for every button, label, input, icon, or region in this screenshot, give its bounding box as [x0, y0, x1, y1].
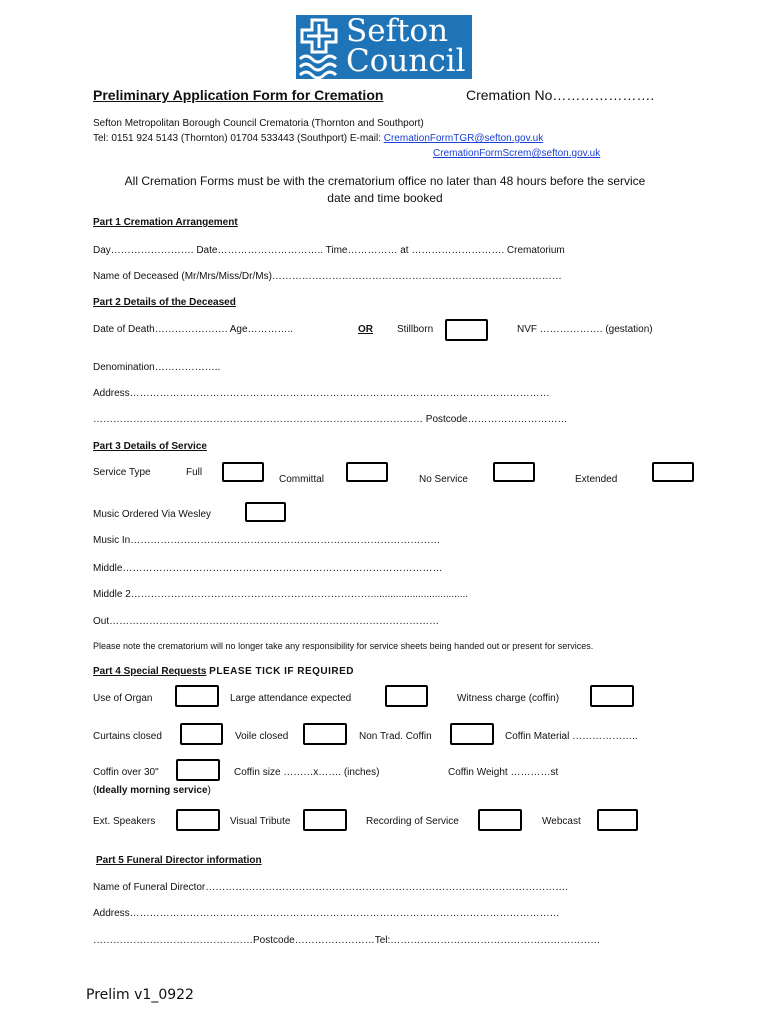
ext-speakers-label: Ext. Speakers	[93, 816, 156, 827]
day-date-time-line[interactable]: Day……………………. Date………………………….. Time…………… at ………………………. Crematorium	[93, 245, 565, 256]
non-trad-coffin-checkbox[interactable]	[450, 723, 494, 745]
recording-label: Recording of Service	[366, 816, 459, 827]
contact-line	[93, 133, 543, 144]
ideally-morning-service: Ideally morning service	[96, 785, 208, 796]
part4-heading: Part 4 Special Requests	[93, 666, 207, 677]
large-attendance-checkbox[interactable]	[385, 685, 428, 707]
date-of-death-age[interactable]: Date of Death…………………. Age…………..	[93, 324, 294, 335]
use-of-organ-label: Use of Organ	[93, 693, 153, 704]
paren-open: (	[93, 785, 97, 796]
music-wesley-checkbox[interactable]	[245, 502, 286, 522]
committal-label: Committal	[279, 474, 325, 485]
curtains-closed-label: Curtains closed	[93, 731, 162, 742]
extended-checkbox[interactable]	[652, 462, 694, 482]
coffin-over-30-label: Coffin over 30"	[93, 767, 159, 778]
ext-speakers-checkbox[interactable]	[176, 809, 220, 831]
logo-text-council: Council	[346, 43, 466, 79]
paren-close: )	[207, 785, 211, 796]
music-wesley-label: Music Ordered Via Wesley	[93, 509, 212, 520]
or-label: OR	[358, 324, 373, 335]
recording-checkbox[interactable]	[478, 809, 522, 831]
stillborn-label: Stillborn	[397, 324, 434, 335]
music-middle-2-line[interactable]: Middle 2………………………………………………………………...................................	[93, 589, 469, 600]
use-of-organ-checkbox[interactable]	[175, 685, 219, 707]
witness-charge-checkbox[interactable]	[590, 685, 634, 707]
notice-line-1: All Cremation Forms must be with the crematorium office no later than 48 hours before the service	[124, 174, 646, 188]
funeral-director-name-line[interactable]: Name of Funeral Director……………………………………………………………………………………………….	[93, 882, 569, 893]
visual-tribute-checkbox[interactable]	[303, 809, 347, 831]
coffin-over-30-checkbox[interactable]	[176, 759, 220, 781]
stillborn-checkbox[interactable]	[445, 319, 488, 341]
part3-heading: Part 3 Details of Service	[93, 441, 207, 452]
form-title: Preliminary Application Form for Cremation	[93, 87, 384, 103]
committal-checkbox[interactable]	[346, 462, 388, 482]
witness-charge-label: Witness charge (coffin)	[457, 693, 560, 704]
notice-line-2: date and time booked	[327, 191, 443, 205]
address-postcode-line[interactable]: ……………………………………………………………………………………… Postcode…………………………	[93, 414, 568, 425]
extended-label: Extended	[575, 474, 618, 485]
deceased-name-line[interactable]: Name of Deceased (Mr/Mrs/Miss/Dr/Ms)……………………………………………………………………………	[93, 271, 562, 282]
service-type-label: Service Type	[93, 467, 151, 478]
visual-tribute-label: Visual Tribute	[230, 816, 291, 827]
full-label: Full	[186, 467, 203, 478]
funeral-director-address-line[interactable]: Address…………………………………………………………………………………………………………………	[93, 908, 560, 919]
sefton-council-logo	[296, 15, 472, 79]
full-checkbox[interactable]	[222, 462, 264, 482]
webcast-label: Webcast	[542, 816, 581, 827]
email-line-2	[433, 148, 600, 159]
org-line: Sefton Metropolitan Borough Council Crematoria (Thornton and Southport)	[93, 118, 424, 129]
funeral-director-postcode-tel-line[interactable]: …………………………………………Postcode……………………Tel:………………………………………………………	[93, 935, 601, 946]
music-in-line[interactable]: Music In…………………………………………………………………………………	[93, 535, 441, 546]
large-attendance-label: Large attendance expected	[230, 693, 352, 704]
voile-closed-label: Voile closed	[235, 731, 289, 742]
webcast-checkbox[interactable]	[597, 809, 638, 831]
part2-heading: Part 2 Details of the Deceased	[93, 297, 236, 308]
ideally-morning-note	[93, 785, 211, 796]
music-out-line[interactable]: Out………………………………………………………………………………………	[93, 616, 440, 627]
part4-heading-row	[93, 666, 354, 677]
non-trad-coffin-label: Non Trad. Coffin	[359, 731, 432, 742]
voile-closed-checkbox[interactable]	[303, 723, 347, 745]
part1-heading: Part 1 Cremation Arrangement	[93, 217, 238, 228]
service-sheets-note: Please note the crematorium will no longer take any responsibility for service sheets being handed out or present for services.	[93, 641, 594, 651]
contact-prefix: Tel: 0151 924 5143 (Thornton) 01704 533443 (Southport) E-mail:	[93, 133, 384, 144]
coffin-size-line[interactable]: Coffin size ………x……. (inches)	[234, 767, 380, 778]
music-middle-line[interactable]: Middle……………………………………………………………………………………	[93, 563, 443, 574]
no-service-checkbox[interactable]	[493, 462, 535, 482]
part5-heading: Part 5 Funeral Director information	[96, 855, 262, 866]
email-link-southport[interactable]: CremationFormScrem@sefton.gov.uk	[433, 148, 601, 159]
curtains-closed-checkbox[interactable]	[180, 723, 223, 745]
email-link-thornton[interactable]: CremationFormTGR@sefton.gov.uk	[383, 133, 544, 144]
address-line-1[interactable]: Address………………………………………………………………………………………………………………	[93, 388, 550, 399]
logo-text-sefton: Sefton	[346, 15, 449, 49]
tick-instruction: PLEASE TICK IF REQUIRED	[209, 666, 355, 677]
coffin-weight-line[interactable]: Coffin Weight …………st	[448, 767, 559, 778]
version-label: Prelim v1_0922	[86, 987, 194, 1003]
denomination-line[interactable]: Denomination………………..	[93, 362, 221, 373]
coffin-material-line[interactable]: Coffin Material ………………..	[505, 731, 638, 742]
no-service-label: No Service	[419, 474, 468, 485]
cremation-number: Cremation No………………….	[466, 87, 655, 103]
nvf-gestation[interactable]: NVF ………………. (gestation)	[517, 324, 653, 335]
